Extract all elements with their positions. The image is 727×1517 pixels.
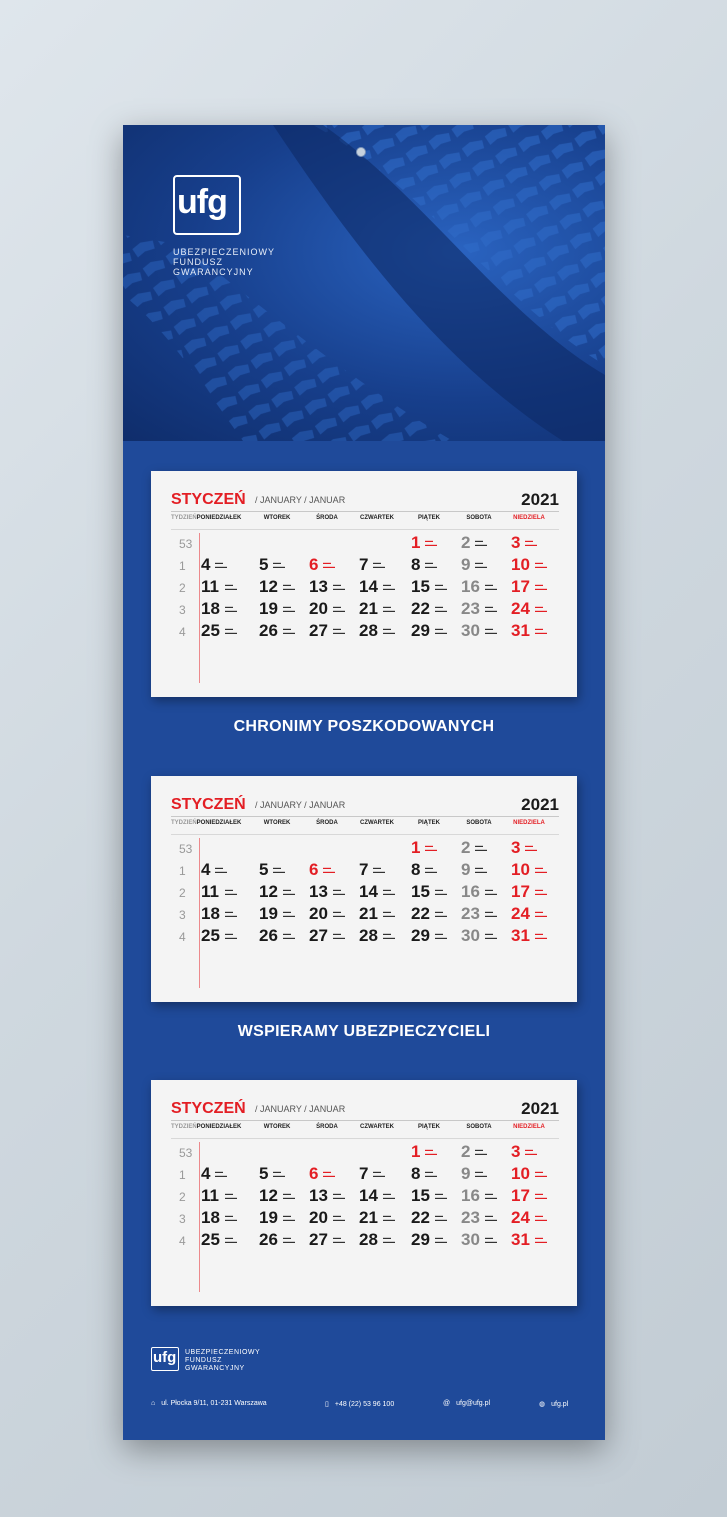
nameday-text: ▬▬ ▬▬▬ [225, 604, 237, 613]
date-cell: 30 [461, 1230, 480, 1249]
date-cell: 5 [259, 555, 269, 574]
week-header: TYDZIEŃ [171, 515, 197, 521]
date-cell: 27 [309, 621, 328, 640]
week-number: 1 [179, 1168, 186, 1182]
day-name: PIĄTEK [417, 820, 440, 826]
date-cell: 2 [461, 838, 471, 857]
day-name: NIEDZIELA [513, 1124, 545, 1130]
date-cell: 13 [309, 882, 328, 901]
week-number: 4 [179, 930, 186, 944]
date-cell: 25 [201, 1230, 220, 1249]
day-name: PONIEDZIAŁEK [196, 1124, 242, 1130]
sheet-header [171, 491, 559, 512]
date-cell: 14 [359, 882, 378, 901]
date-cell: 29 [411, 926, 430, 945]
date-cell: 12 [259, 577, 278, 596]
week-number: 53 [179, 842, 193, 856]
nameday-text: ▬▬ ▬▬▬ [525, 538, 537, 547]
date-cell: 30 [461, 926, 480, 945]
day-name: WTOREK [263, 820, 291, 826]
nameday-text: ▬▬ ▬▬▬ [525, 1147, 537, 1156]
calendar-sheet-1 [151, 471, 577, 697]
date-cell: 16 [461, 882, 480, 901]
nameday-text: ▬▬ ▬▬▬ [273, 865, 285, 874]
nameday-text: ▬▬ ▬▬▬ [475, 1147, 487, 1156]
date-cell: 5 [259, 1164, 269, 1183]
nameday-text: ▬▬ ▬▬▬ [333, 604, 345, 613]
week-number: 2 [179, 1190, 186, 1204]
at-icon: @ [443, 1400, 451, 1407]
date-cell: 12 [259, 882, 278, 901]
nameday-text: ▬▬ ▬▬▬ [485, 1235, 497, 1244]
nameday-text: ▬▬ ▬▬▬ [383, 582, 395, 591]
date-cell: 7 [359, 1164, 369, 1183]
date-cell: 23 [461, 1208, 480, 1227]
nameday-text: ▬▬ ▬▬▬ [475, 538, 487, 547]
nameday-text: ▬▬ ▬▬▬ [333, 909, 345, 918]
nameday-text: ▬▬ ▬▬▬ [485, 887, 497, 896]
nameday-text: ▬▬ ▬▬▬ [283, 1213, 295, 1222]
footer-brand-line-1: UBEZPIECZENIOWY [185, 1349, 261, 1356]
calendar-sheet-2 [151, 776, 577, 1002]
date-cell: 3 [511, 1142, 521, 1161]
nameday-text: ▬▬ ▬▬▬ [485, 604, 497, 613]
month-translations: / JANUARY / JANUAR [255, 1104, 346, 1114]
date-cell: 28 [359, 926, 378, 945]
nameday-text: ▬▬ ▬▬▬ [383, 931, 395, 940]
week-number: 4 [179, 1234, 186, 1248]
home-icon: ⌂ [151, 1400, 156, 1407]
brand-line-3: GWARANCYJNY [173, 267, 254, 277]
date-cell: 16 [461, 1186, 480, 1205]
nameday-text: ▬▬ ▬▬▬ [383, 887, 395, 896]
date-cell: 24 [511, 904, 530, 923]
slogan-2: WSPIERAMY UBEZPIECZYCIELI [237, 1023, 491, 1040]
week-number: 2 [179, 581, 186, 595]
footer-brand-name [185, 1349, 260, 1373]
date-cell: 11 [201, 577, 219, 596]
day-names-row [171, 820, 559, 835]
date-cell: 19 [259, 599, 278, 618]
nameday-text: ▬▬ ▬▬▬ [225, 626, 237, 635]
tire-tread-image [123, 125, 605, 441]
address-contact [151, 1400, 267, 1407]
nameday-text: ▬▬ ▬▬▬ [283, 582, 295, 591]
nameday-text: ▬▬ ▬▬▬ [225, 1191, 237, 1200]
week-header: TYDZIEŃ [171, 820, 197, 826]
date-cell: 21 [359, 904, 378, 923]
month-name: STYCZEŃ [171, 491, 246, 508]
date-cell: 8 [411, 860, 421, 879]
nameday-text: ▬▬ ▬▬▬ [475, 1169, 487, 1178]
nameday-text: ▬▬ ▬▬▬ [425, 538, 437, 547]
nameday-text: ▬▬ ▬▬▬ [383, 604, 395, 613]
date-cell: 31 [511, 926, 530, 945]
date-cell: 15 [411, 1186, 430, 1205]
date-cell: 19 [259, 1208, 278, 1227]
grid-divider [199, 533, 200, 683]
day-name: PONIEDZIAŁEK [196, 515, 242, 521]
date-cell: 27 [309, 926, 328, 945]
nameday-text: ▬▬ ▬▬▬ [435, 626, 447, 635]
date-cell: 9 [461, 860, 471, 879]
date-cell: 1 [411, 1142, 421, 1161]
date-cell: 2 [461, 533, 471, 552]
date-cell: 28 [359, 1230, 378, 1249]
week-header: TYDZIEŃ [171, 1124, 197, 1130]
nameday-text: ▬▬ ▬▬▬ [535, 1235, 547, 1244]
date-cell: 3 [511, 533, 521, 552]
nameday-text: ▬▬ ▬▬▬ [373, 560, 385, 569]
day-name: NIEDZIELA [513, 820, 545, 826]
date-cell: 28 [359, 621, 378, 640]
email-contact [443, 1400, 490, 1407]
week-number: 1 [179, 559, 186, 573]
nameday-text: ▬▬ ▬▬▬ [333, 1235, 345, 1244]
nameday-text: ▬▬ ▬▬▬ [435, 1191, 447, 1200]
date-cell: 10 [511, 860, 530, 879]
date-cell: 31 [511, 621, 530, 640]
nameday-text: ▬▬ ▬▬▬ [475, 865, 487, 874]
week-number: 3 [179, 603, 186, 617]
month-name: STYCZEŃ [171, 796, 246, 813]
phone-icon: ▯ [325, 1401, 329, 1408]
date-cell: 21 [359, 599, 378, 618]
date-cell: 6 [309, 1164, 319, 1183]
footer-brand-line-3: GWARANCYJNY [185, 1365, 245, 1372]
slogan-1: CHRONIMY POSZKODOWANYCH [233, 718, 495, 735]
nameday-text: ▬▬ ▬▬▬ [435, 1235, 447, 1244]
date-cell: 21 [359, 1208, 378, 1227]
nameday-text: ▬▬ ▬▬▬ [383, 626, 395, 635]
date-cell: 18 [201, 1208, 220, 1227]
nameday-text: ▬▬ ▬▬▬ [383, 1191, 395, 1200]
date-cell: 17 [511, 1186, 530, 1205]
week-number: 3 [179, 1212, 186, 1226]
day-name: CZWARTEK [360, 515, 394, 521]
nameday-text: ▬▬ ▬▬▬ [535, 931, 547, 940]
nameday-text: ▬▬ ▬▬▬ [283, 1235, 295, 1244]
day-name: ŚRODA [316, 1124, 338, 1130]
nameday-text: ▬▬ ▬▬▬ [333, 1213, 345, 1222]
month-translations: / JANUARY / JANUAR [255, 495, 346, 505]
week-number: 2 [179, 886, 186, 900]
nameday-text: ▬▬ ▬▬▬ [383, 909, 395, 918]
nameday-text: ▬▬ ▬▬▬ [225, 931, 237, 940]
date-cell: 30 [461, 621, 480, 640]
day-name: WTOREK [263, 515, 291, 521]
date-cell: 13 [309, 1186, 328, 1205]
sheet-header [171, 796, 559, 817]
ufg-logo: ufg [177, 183, 227, 221]
date-cell: 20 [309, 1208, 328, 1227]
nameday-text: ▬▬ ▬▬▬ [383, 1235, 395, 1244]
nameday-text: ▬▬ ▬▬▬ [535, 1213, 547, 1222]
nameday-text: ▬▬ ▬▬▬ [475, 560, 487, 569]
date-cell: 4 [201, 555, 211, 574]
wall-calendar [123, 125, 605, 1440]
nameday-text: ▬▬ ▬▬▬ [323, 1169, 335, 1178]
nameday-text: ▬▬ ▬▬▬ [535, 865, 547, 874]
date-cell: 5 [259, 860, 269, 879]
date-cell: 22 [411, 904, 430, 923]
globe-icon: ◍ [539, 1401, 546, 1408]
date-cell: 14 [359, 577, 378, 596]
date-cell: 11 [201, 1186, 219, 1205]
nameday-text: ▬▬ ▬▬▬ [535, 909, 547, 918]
nameday-text: ▬▬ ▬▬▬ [525, 843, 537, 852]
nameday-text: ▬▬ ▬▬▬ [435, 931, 447, 940]
date-cell: 7 [359, 555, 369, 574]
date-cell: 26 [259, 926, 278, 945]
date-cell: 25 [201, 926, 220, 945]
date-cell: 8 [411, 1164, 421, 1183]
week-number: 53 [179, 537, 193, 551]
calendar-header-tire-photo [123, 125, 605, 441]
nameday-text: ▬▬ ▬▬▬ [373, 865, 385, 874]
nameday-text: ▬▬ ▬▬▬ [333, 887, 345, 896]
date-cell: 29 [411, 621, 430, 640]
web-text: ufg.pl [551, 1401, 569, 1408]
grid-divider [199, 1142, 200, 1292]
nameday-text: ▬▬ ▬▬▬ [425, 843, 437, 852]
date-cell: 27 [309, 1230, 328, 1249]
nameday-text: ▬▬ ▬▬▬ [333, 1191, 345, 1200]
nameday-text: ▬▬ ▬▬▬ [535, 1169, 547, 1178]
day-name: WTOREK [263, 1124, 291, 1130]
nameday-text: ▬▬ ▬▬▬ [485, 582, 497, 591]
grid-divider [199, 838, 200, 988]
day-name: SOBOTA [466, 1124, 492, 1130]
date-cell: 8 [411, 555, 421, 574]
nameday-text: ▬▬ ▬▬▬ [535, 887, 547, 896]
nameday-text: ▬▬ ▬▬▬ [425, 865, 437, 874]
day-name: CZWARTEK [360, 1124, 394, 1130]
date-cell: 1 [411, 838, 421, 857]
nameday-text: ▬▬ ▬▬▬ [283, 909, 295, 918]
nameday-text: ▬▬ ▬▬▬ [425, 1147, 437, 1156]
nameday-text: ▬▬ ▬▬▬ [485, 909, 497, 918]
date-cell: 6 [309, 555, 319, 574]
month-name: STYCZEŃ [171, 1100, 246, 1117]
year: 2021 [521, 1099, 559, 1118]
date-cell: 26 [259, 1230, 278, 1249]
footer-brand-line-2: FUNDUSZ [185, 1357, 222, 1364]
nameday-text: ▬▬ ▬▬▬ [435, 582, 447, 591]
nameday-text: ▬▬ ▬▬▬ [215, 865, 227, 874]
nameday-text: ▬▬ ▬▬▬ [535, 1191, 547, 1200]
week-number: 4 [179, 625, 186, 639]
date-grid [171, 533, 559, 643]
date-cell: 29 [411, 1230, 430, 1249]
date-cell: 4 [201, 1164, 211, 1183]
day-names-row [171, 1124, 559, 1139]
nameday-text: ▬▬ ▬▬▬ [333, 931, 345, 940]
year: 2021 [521, 795, 559, 814]
phone-text: +48 (22) 53 96 100 [334, 1401, 395, 1408]
brand-line-1: UBEZPIECZENIOWY [173, 247, 276, 257]
nameday-text: ▬▬ ▬▬▬ [535, 626, 547, 635]
month-translations: / JANUARY / JANUAR [255, 800, 346, 810]
nameday-text: ▬▬ ▬▬▬ [425, 1169, 437, 1178]
date-cell: 11 [201, 882, 219, 901]
nameday-text: ▬▬ ▬▬▬ [283, 626, 295, 635]
date-cell: 9 [461, 555, 471, 574]
year: 2021 [521, 490, 559, 509]
nameday-text: ▬▬ ▬▬▬ [273, 1169, 285, 1178]
nameday-text: ▬▬ ▬▬▬ [435, 909, 447, 918]
nameday-text: ▬▬ ▬▬▬ [485, 1191, 497, 1200]
nameday-text: ▬▬ ▬▬▬ [225, 1235, 237, 1244]
phone-contact [325, 1400, 394, 1408]
nameday-text: ▬▬ ▬▬▬ [435, 1213, 447, 1222]
nameday-text: ▬▬ ▬▬▬ [225, 582, 237, 591]
nameday-text: ▬▬ ▬▬▬ [383, 1213, 395, 1222]
sheet-header [171, 1100, 559, 1121]
nameday-text: ▬▬ ▬▬▬ [475, 843, 487, 852]
nameday-text: ▬▬ ▬▬▬ [283, 931, 295, 940]
date-cell: 20 [309, 904, 328, 923]
date-cell: 23 [461, 599, 480, 618]
date-cell: 17 [511, 882, 530, 901]
footer-logo: ufg [153, 1349, 177, 1366]
date-cell: 12 [259, 1186, 278, 1205]
date-cell: 23 [461, 904, 480, 923]
nameday-text: ▬▬ ▬▬▬ [485, 626, 497, 635]
nameday-text: ▬▬ ▬▬▬ [283, 604, 295, 613]
nameday-text: ▬▬ ▬▬▬ [283, 1191, 295, 1200]
date-cell: 3 [511, 838, 521, 857]
date-cell: 9 [461, 1164, 471, 1183]
brand-line-2: FUNDUSZ [173, 257, 223, 267]
date-cell: 1 [411, 533, 421, 552]
nameday-text: ▬▬ ▬▬▬ [425, 560, 437, 569]
nameday-text: ▬▬ ▬▬▬ [373, 1169, 385, 1178]
date-grid [171, 838, 559, 948]
nameday-text: ▬▬ ▬▬▬ [283, 887, 295, 896]
nameday-text: ▬▬ ▬▬▬ [485, 1213, 497, 1222]
week-number: 1 [179, 864, 186, 878]
nameday-text: ▬▬ ▬▬▬ [535, 560, 547, 569]
date-grid [171, 1142, 559, 1252]
nameday-text: ▬▬ ▬▬▬ [273, 560, 285, 569]
date-cell: 15 [411, 882, 430, 901]
date-cell: 26 [259, 621, 278, 640]
nameday-text: ▬▬ ▬▬▬ [485, 931, 497, 940]
nameday-text: ▬▬ ▬▬▬ [323, 865, 335, 874]
date-cell: 4 [201, 860, 211, 879]
date-cell: 24 [511, 1208, 530, 1227]
date-cell: 24 [511, 599, 530, 618]
date-cell: 31 [511, 1230, 530, 1249]
nameday-text: ▬▬ ▬▬▬ [215, 1169, 227, 1178]
date-cell: 17 [511, 577, 530, 596]
nameday-text: ▬▬ ▬▬▬ [215, 560, 227, 569]
hanging-hole [356, 147, 366, 157]
date-cell: 19 [259, 904, 278, 923]
nameday-text: ▬▬ ▬▬▬ [225, 909, 237, 918]
email-text: ufg@ufg.pl [456, 1400, 491, 1407]
date-cell: 15 [411, 577, 430, 596]
nameday-text: ▬▬ ▬▬▬ [333, 582, 345, 591]
date-cell: 22 [411, 599, 430, 618]
day-name: PIĄTEK [417, 1124, 440, 1130]
date-cell: 7 [359, 860, 369, 879]
day-names-row [171, 515, 559, 530]
day-name: SOBOTA [466, 515, 492, 521]
date-cell: 14 [359, 1186, 378, 1205]
date-cell: 10 [511, 1164, 530, 1183]
day-name: PONIEDZIAŁEK [196, 820, 242, 826]
day-name: ŚRODA [316, 820, 338, 826]
date-cell: 16 [461, 577, 480, 596]
day-name: PIĄTEK [417, 515, 440, 521]
date-cell: 2 [461, 1142, 471, 1161]
nameday-text: ▬▬ ▬▬▬ [535, 604, 547, 613]
date-cell: 13 [309, 577, 328, 596]
nameday-text: ▬▬ ▬▬▬ [535, 582, 547, 591]
date-cell: 6 [309, 860, 319, 879]
week-number: 53 [179, 1146, 193, 1160]
nameday-text: ▬▬ ▬▬▬ [225, 1213, 237, 1222]
nameday-text: ▬▬ ▬▬▬ [225, 887, 237, 896]
day-name: CZWARTEK [360, 820, 394, 826]
nameday-text: ▬▬ ▬▬▬ [435, 887, 447, 896]
nameday-text: ▬▬ ▬▬▬ [435, 604, 447, 613]
date-cell: 18 [201, 599, 220, 618]
date-cell: 10 [511, 555, 530, 574]
web-contact [539, 1400, 568, 1408]
date-cell: 25 [201, 621, 220, 640]
date-cell: 20 [309, 599, 328, 618]
nameday-text: ▬▬ ▬▬▬ [333, 626, 345, 635]
calendar-sheet-3 [151, 1080, 577, 1306]
date-cell: 18 [201, 904, 220, 923]
nameday-text: ▬▬ ▬▬▬ [323, 560, 335, 569]
week-number: 3 [179, 908, 186, 922]
day-name: NIEDZIELA [513, 515, 545, 521]
brand-name [173, 247, 275, 277]
date-cell: 22 [411, 1208, 430, 1227]
address-text: ul. Płocka 9/11, 01-231 Warszawa [161, 1400, 267, 1407]
day-name: ŚRODA [316, 515, 338, 521]
day-name: SOBOTA [466, 820, 492, 826]
